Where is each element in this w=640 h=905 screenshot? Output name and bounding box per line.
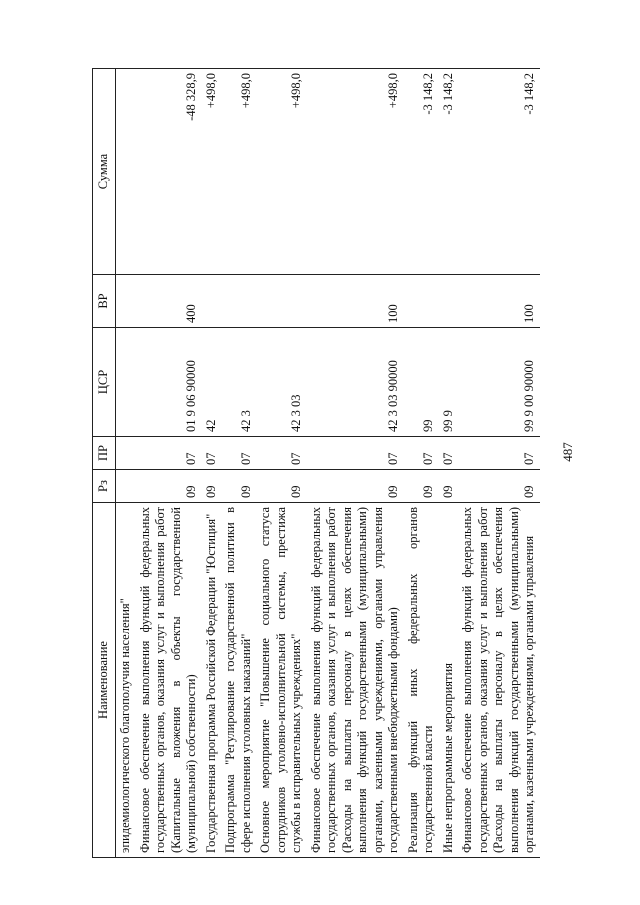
row-sum: -3 148,2 — [458, 69, 540, 275]
row-vr: 100 — [458, 275, 540, 328]
row-vr — [221, 275, 256, 328]
row-csr: 99 9 00 90000 — [458, 328, 540, 437]
row-csr: 42 3 03 90000 — [307, 328, 404, 437]
row-pr: 07 — [136, 437, 202, 470]
row-rz: 09 — [458, 470, 540, 503]
header-csr: ЦСР — [93, 328, 116, 437]
row-name: Финансовое обеспечение выполнения функций федеральных государственных органов, оказания услуг и выполнения работ (Расходы на выплаты персоналу в целях обеспечения выполнения функций государственными (муниципальными) органами, казенными учреждениями, органами управления — [458, 503, 540, 858]
row-rz: 09 — [221, 470, 256, 503]
row-csr: 99 — [404, 328, 439, 437]
row-name: Финансовое обеспечение выполнения функций федеральных государственных органов, оказания услуг и выполнения работ (Капитальные вложения в объекты государственной (муниципальной) собственности) — [136, 503, 202, 858]
table-body — [116, 69, 540, 858]
table-row — [136, 69, 202, 858]
row-name: Реализация функций иных федеральных органов государственной власти — [404, 503, 439, 858]
row-sum: -3 148,2 — [404, 69, 439, 275]
row-vr — [404, 275, 439, 328]
row-csr: 99 9 — [439, 328, 459, 437]
row-pr: 07 — [221, 437, 256, 470]
table-row — [404, 69, 439, 858]
row-name: Государственная программа Российской Федерации "Юстиция" — [202, 503, 222, 858]
row-rz: 09 — [307, 470, 404, 503]
table-row — [256, 69, 307, 858]
row-pr: 07 — [256, 437, 307, 470]
header-vr: ВР — [93, 275, 116, 328]
row-sum: +498,0 — [307, 69, 404, 275]
row-rz: 09 — [136, 470, 202, 503]
header-sum: Сумма — [93, 69, 116, 275]
header-name: Наименование — [93, 503, 116, 858]
row-vr: 400 — [136, 275, 202, 328]
header-pr: ПР — [93, 437, 116, 470]
row-csr: 42 — [202, 328, 222, 437]
table-row — [458, 69, 540, 858]
row-rz: 09 — [256, 470, 307, 503]
row-rz: 09 — [439, 470, 459, 503]
row-rz — [116, 470, 136, 503]
row-name: эпидемиологического благополучия населения" — [116, 503, 136, 858]
row-sum: -48 328,9 — [136, 69, 202, 275]
row-vr: 100 — [307, 275, 404, 328]
row-sum: +498,0 — [221, 69, 256, 275]
row-vr — [116, 275, 136, 328]
row-name: Иные непрограммные мероприятия — [439, 503, 459, 858]
row-pr: 07 — [458, 437, 540, 470]
table-row — [116, 69, 136, 858]
page-number: 487 — [560, 442, 575, 462]
row-csr — [116, 328, 136, 437]
row-sum: +498,0 — [256, 69, 307, 275]
row-rz: 09 — [202, 470, 222, 503]
row-name: Подпрограмма "Регулирование государственной политики в сфере исполнения уголовных наказаний" — [221, 503, 256, 858]
row-vr — [256, 275, 307, 328]
table-row — [439, 69, 459, 858]
row-pr: 07 — [439, 437, 459, 470]
table-row — [307, 69, 404, 858]
table-header — [93, 69, 116, 858]
budget-table — [92, 68, 540, 858]
table-row — [202, 69, 222, 858]
table-row — [221, 69, 256, 858]
row-vr — [439, 275, 459, 328]
row-sum: +498,0 — [202, 69, 222, 275]
header-rz: Рз — [93, 470, 116, 503]
row-name: Финансовое обеспечение выполнения функций федеральных государственных органов, оказания услуг и выполнения работ (Расходы на выплаты персоналу в целях обеспечения выполнения функций государственными (муниципальными) органами, казенными учреждениями, органами управления государственными внебюджетными фондами) — [307, 503, 404, 858]
row-csr: 42 3 — [221, 328, 256, 437]
row-pr: 07 — [404, 437, 439, 470]
row-sum: -3 148,2 — [439, 69, 459, 275]
row-csr: 42 3 03 — [256, 328, 307, 437]
header-row — [93, 69, 116, 858]
row-sum — [116, 69, 136, 275]
rotated-page-content — [92, 68, 632, 858]
row-pr: 07 — [307, 437, 404, 470]
row-vr — [202, 275, 222, 328]
row-csr: 01 9 06 90000 — [136, 328, 202, 437]
row-rz: 09 — [404, 470, 439, 503]
row-pr — [116, 437, 136, 470]
row-pr: 07 — [202, 437, 222, 470]
row-name: Основное мероприятие "Повышение социального статуса сотрудников уголовно-исполнительной системы, престижа службы в исправительных учреждениях" — [256, 503, 307, 858]
